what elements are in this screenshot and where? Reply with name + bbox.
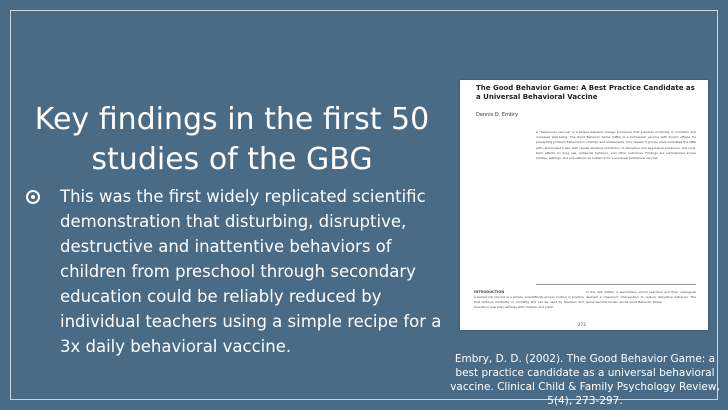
abstract-divider [536,284,696,285]
bullet-item [26,184,446,359]
citation: Embry, D. D. (2002). The Good Behavior Game: a best practice candidate as a universal behavioral vaccine. Clinical Child & Family Psychology Review, 5(4), 273-297. [450,353,720,407]
paper-page-number: 273 [578,322,586,327]
intro-text: A behavioral vaccine is a simple, scientifically proven routine or practice that reduces morbidity or mortality and can be used by teachers and parents in everyday settings with children and youth. [474,295,584,309]
bullet-icon [26,190,40,204]
paper-left-column [474,290,584,330]
bullet-text: This was the first widely replicated scientific demonstration that disturbing, disruptive, destructive and inattentive behaviors of children from preschool through secondary education could be reliably reduced by individual teachers using a simple recipe for a 3x daily behavioral vaccine. [60,187,442,356]
slide-title: Key findings in the first 50 studies of the GBG [34,102,430,177]
paper-image [460,80,708,330]
paper-abstract: A "behavioral vaccine" is a simple behavior-change procedure that prevents morbidity or mortality and increases well-being. The Good Behavior Game (GBG) is a behavioral vaccine with known effects for preventing problem behaviors in children and adolescents. Four research groups have evaluated the GBG with randomized trials, with results showing reductions of disruptive and aggressive behaviors, and long-term effects on drug use, antisocial behavior, and other outcomes. Findings are summarized across studies, settings, and populations as evidence for a universal behavioral vaccine. [536,130,696,161]
intro-heading: INTRODUCTION [474,290,505,294]
paper-author: Dennis D. Embry [476,112,519,118]
paper-title: The Good Behavior Game: A Best Practice Candidate as a Universal Behavioral Vaccine [476,84,695,101]
paper-right-column: In the late 1960s, 2 elementary school teachers and their colleagues devised a classroom intervention to reduce disruptive behavior. The game became known as the Good Behavior Game. [586,290,696,304]
